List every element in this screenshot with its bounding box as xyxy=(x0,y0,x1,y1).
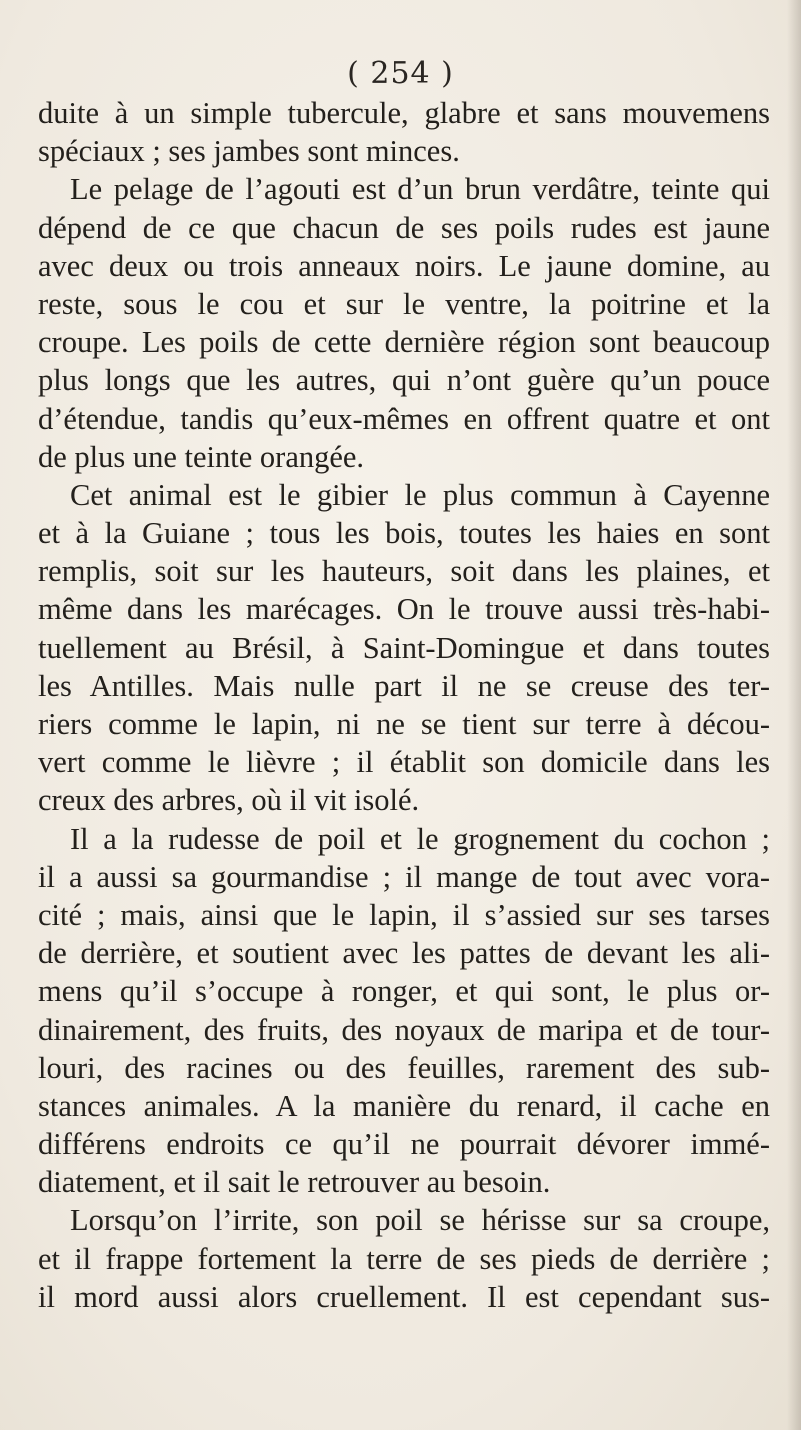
text-line: reste, sous le cou et sur le ventre, la poitrine et la xyxy=(38,286,770,321)
text-line: duite à un simple tubercule, glabre et sans mouvemens xyxy=(38,96,770,130)
text-line: les Antilles. Mais nulle part il ne se creuse des ter- xyxy=(38,668,770,703)
text-line: riers comme le lapin, ni ne se tient sur terre à décou- xyxy=(38,707,770,741)
text-line: louri, des racines ou des feuilles, rarement des sub- xyxy=(38,1050,770,1085)
text-line: stances animales. A la manière du renard, il cache en xyxy=(38,1088,770,1123)
text-line: diatement, et il sait le retrouver au besoin. xyxy=(38,1165,551,1200)
text-line: tuellement au Brésil, à Saint-Domingue et dans toutes xyxy=(38,630,770,665)
text-line: cité ; mais, ainsi que le lapin, il s’assied sur ses tarses xyxy=(38,897,770,932)
text-line: même dans les marécages. On le trouve aussi très-habi- xyxy=(38,592,770,627)
text-line: de plus une teinte orangée. xyxy=(38,439,365,474)
text-line: il a aussi sa gourmandise ; il mange de tout avec vora- xyxy=(38,859,770,894)
page-number: ( 254 ) xyxy=(347,56,454,91)
text-line: vert comme le lièvre ; il établit son domicile dans les xyxy=(38,745,770,780)
text-line: avec deux ou trois anneaux noirs. Le jaune domine, au xyxy=(38,248,770,283)
text-line: creux des arbres, où il vit isolé. xyxy=(38,783,420,818)
text-line: Le pelage de l’agouti est d’un brun verdâtre, teinte qui xyxy=(70,172,770,207)
text-line: dinairement, des fruits, des noyaux de maripa et de tour- xyxy=(38,1012,770,1047)
text-line: et il frappe fortement la terre de ses pieds de derrière ; xyxy=(38,1241,770,1276)
text-line: il mord aussi alors cruellement. Il est cependant sus- xyxy=(38,1279,770,1314)
page-edge-shadow xyxy=(787,0,801,1430)
text-line: remplis, soit sur les hauteurs, soit dans les plaines, et xyxy=(38,554,770,589)
text-line: dépend de ce que chacun de ses poils rudes est jaune xyxy=(38,210,770,245)
text-line: croupe. Les poils de cette dernière région sont beaucoup xyxy=(38,325,770,360)
text-line: spéciaux ; ses jambes sont minces. xyxy=(38,134,460,169)
text-line: différens endroits ce qu’il ne pourrait dévorer immé- xyxy=(38,1127,770,1162)
text-line: mens qu’il s’occupe à ronger, et qui sont, le plus or- xyxy=(38,974,770,1009)
text-line: Cet animal est le gibier le plus commun à Cayenne xyxy=(70,477,770,512)
text-line: et à la Guiane ; tous les bois, toutes les haies en sont xyxy=(38,516,770,551)
text-line: Lorsqu’on l’irrite, son poil se hérisse sur sa croupe, xyxy=(70,1203,770,1238)
text-line: Il a la rudesse de poil et le grognement du cochon ; xyxy=(70,821,770,856)
text-line: de derrière, et soutient avec les pattes de devant les ali- xyxy=(38,936,770,971)
text-line: plus longs que les autres, qui n’ont guère qu’un pouce xyxy=(38,363,770,398)
text-line: d’étendue, tandis qu’eux-mêmes en offrent quatre et ont xyxy=(38,401,770,436)
body-text xyxy=(38,94,770,1316)
